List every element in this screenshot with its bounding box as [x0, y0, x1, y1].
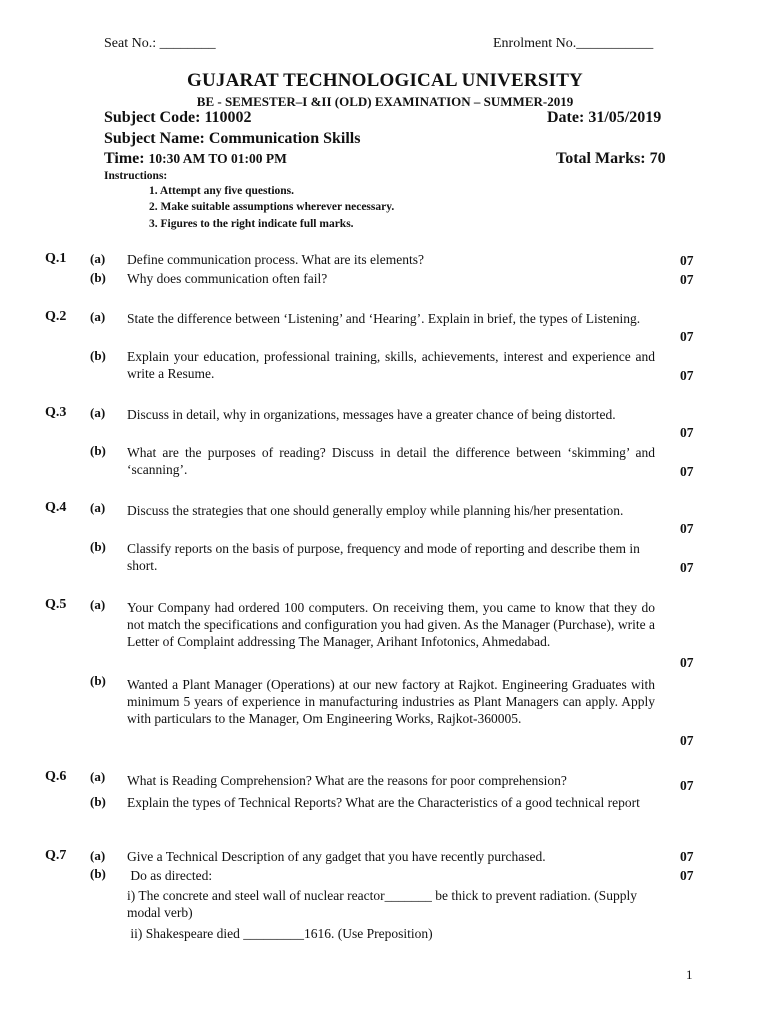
marks: 07: [680, 253, 694, 268]
part-label: (b): [90, 348, 106, 363]
question-text: Explain your education, professional training, skills, achievements, interest and experience and write a Resume.: [127, 349, 655, 381]
marks: 07: [680, 329, 694, 344]
question-text: Classify reports on the basis of purpose, frequency and mode of reporting and describe them in short.: [127, 541, 640, 573]
marks: 07: [680, 272, 694, 287]
marks: 07: [680, 521, 694, 536]
question-text: Why does communication often fail?: [127, 271, 328, 286]
marks: 07: [680, 368, 694, 383]
marks: 07: [680, 560, 694, 575]
seat-number-field: Seat No.: ________: [104, 36, 216, 51]
marks: 07: [680, 425, 694, 440]
question-text: Discuss in detail, why in organizations, messages have a greater chance of being distorted.: [127, 407, 616, 422]
part-label: (b): [90, 673, 106, 688]
question-text: Explain the types of Technical Reports? What are the Characteristics of a good technical report: [127, 795, 640, 810]
question-number: Q.7: [45, 848, 67, 863]
instruction-item: 1. Attempt any five questions.: [149, 185, 295, 197]
question-text: Do as directed:: [127, 868, 213, 883]
part-label: (b): [90, 794, 106, 809]
question-text: State the difference between ‘Listening’ and ‘Hearing’. Explain in brief, the types of Listening.: [127, 311, 641, 326]
marks: 07: [680, 778, 694, 793]
instruction-item: 3. Figures to the right indicate full marks.: [149, 218, 354, 230]
part-label: (b): [90, 270, 106, 285]
marks: 07: [680, 655, 694, 670]
sub-item: ii) Shakespeare died _________1616. (Use Preposition): [127, 926, 433, 941]
question-text: What are the purposes of reading? Discuss in detail the difference between ‘skimming’ and ‘scanning’.: [127, 445, 655, 477]
total-marks: Total Marks: 70: [556, 150, 666, 167]
exam-date: Date: 31/05/2019: [547, 109, 662, 126]
instructions-heading: Instructions:: [104, 170, 168, 182]
question-text: Your Company had ordered 100 computers. On receiving them, you came to know that they do not match the specifications and configuration you had given. As the Manager (Purchase), write a Letter of Complaint addressing The Manager, Arihant Infotonics, Ahmedabad.: [127, 600, 655, 649]
enrolment-number-field: Enrolment No.___________: [493, 36, 654, 51]
marks: 07: [680, 733, 694, 748]
question-number: Q.1: [45, 251, 67, 266]
question-text: What is Reading Comprehension? What are the reasons for poor comprehension?: [127, 773, 567, 788]
sub-item: i) The concrete and steel wall of nuclear reactor_______ be thick to prevent radiation. (Supply modal verb): [127, 888, 637, 920]
question-text: Give a Technical Description of any gadget that you have recently purchased.: [127, 849, 546, 864]
part-label: (a): [90, 405, 106, 420]
marks: 07: [680, 464, 694, 479]
question-text: Wanted a Plant Manager (Operations) at our new factory at Rajkot. Engineering Graduates with minimum 5 years of experience in manufacturing industries as Plant Managers can apply. Apply with particulars to the Manager, Om Engineering Works, Rajkot-360005.: [127, 677, 655, 726]
instruction-item: 2. Make suitable assumptions wherever necessary.: [149, 201, 395, 213]
part-label: (b): [90, 539, 106, 554]
question-text: Define communication process. What are its elements?: [127, 252, 425, 267]
part-label: (a): [90, 309, 106, 324]
exam-time: [104, 150, 287, 168]
question-number: Q.6: [45, 769, 67, 784]
time-value: 10:30 AM TO 01:00 PM: [148, 151, 287, 166]
time-label: Time:: [104, 150, 145, 167]
question-text: Discuss the strategies that one should generally employ while planning his/her presentation.: [127, 503, 624, 518]
marks: 07: [680, 849, 694, 864]
page-number: 1: [686, 967, 693, 982]
part-label: (a): [90, 769, 106, 784]
university-title: GUJARAT TECHNOLOGICAL UNIVERSITY: [187, 70, 583, 91]
subject-name: Subject Name: Communication Skills: [104, 130, 361, 147]
question-number: Q.3: [45, 405, 67, 420]
subject-code: Subject Code: 110002: [104, 109, 252, 126]
part-label: (a): [90, 597, 106, 612]
part-label: (b): [90, 443, 106, 458]
question-number: Q.4: [45, 500, 67, 515]
part-label: (a): [90, 848, 106, 863]
part-label: (a): [90, 251, 106, 266]
marks: 07: [680, 868, 694, 883]
part-label: (a): [90, 500, 106, 515]
part-label: (b): [90, 866, 106, 881]
question-number: Q.2: [45, 309, 67, 324]
question-number: Q.5: [45, 597, 67, 612]
exam-title: BE - SEMESTER–I &II (OLD) EXAMINATION – SUMMER-2019: [196, 94, 574, 109]
